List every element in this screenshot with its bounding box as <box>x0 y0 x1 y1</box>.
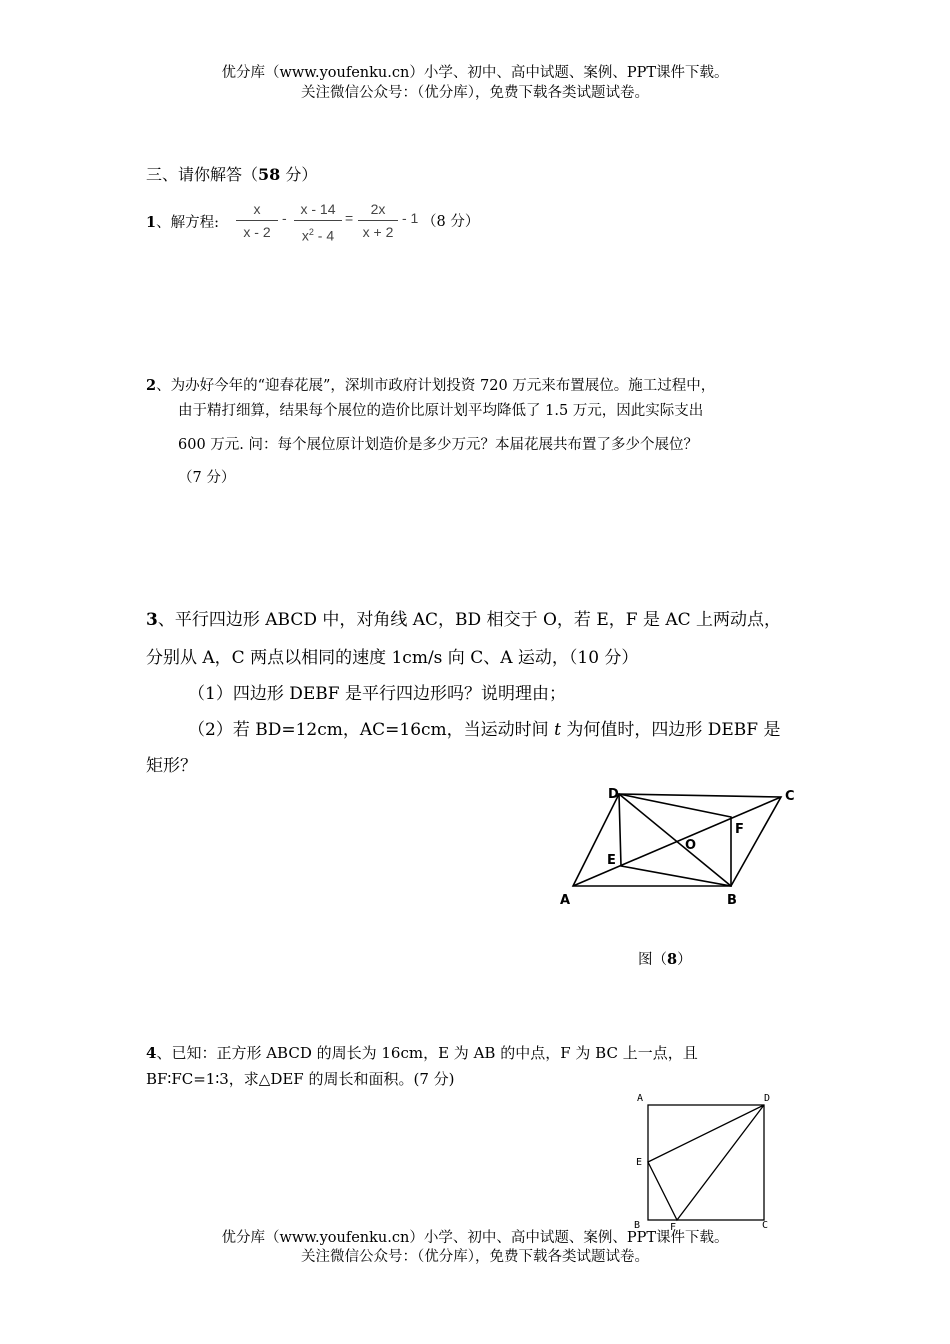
q1-label-text: 、解方程: <box>156 215 219 231</box>
page-footer-line1: 优分库（www.youfenku.cn）小学、初中、高中试题、案例、PPT课件下载。 <box>221 1230 729 1246</box>
q3-line-end: 矩形？ <box>146 756 197 776</box>
q1-fraction-2 <box>294 200 342 245</box>
q3-part1: （1）四边形 DEBF 是平行四边形吗？说明理由； <box>188 684 566 704</box>
q1-frac2-numerator: x - 14 <box>300 201 336 217</box>
q2-line1 <box>146 374 715 395</box>
page-header-line1: 优分库（www.youfenku.cn）小学、初中、高中试题、案例、PPT课件下载。 <box>221 65 729 81</box>
q2-line1-text: 、为办好今年的“迎春花展”，深圳市政府计划投资 720 万元来布置展位。施工过程中， <box>156 378 716 394</box>
q1-number: 1 <box>146 214 157 231</box>
fig8-label-d: D <box>608 787 619 802</box>
q2-line2: 由于精打细算，结果每个展位的造价比原计划平均降低了 1.5 万元，因此实际支出 <box>178 403 704 419</box>
q3-line1 <box>146 605 781 630</box>
section-title-prefix: 三、请你解答（ <box>146 165 259 184</box>
fig-square-label-c: C <box>762 1220 769 1231</box>
q2-line3: 600 万元. 问：每个展位原计划造价是多少万元？本届花展共布置了多少个展位？ <box>178 437 699 453</box>
q1-frac2-den-exponent: 2 <box>308 227 314 237</box>
q1-label <box>146 211 219 232</box>
q1-frac3-denominator: x + 2 <box>362 224 394 240</box>
q1-frac1-denominator: x - 2 <box>243 224 271 240</box>
square-abcd <box>648 1105 764 1220</box>
fig-square-label-a: A <box>637 1093 644 1104</box>
q1-fraction-1 <box>236 200 278 241</box>
q4-number: 4 <box>146 1044 157 1062</box>
fraction-bar <box>236 220 278 221</box>
parallelogram-figure <box>555 780 815 910</box>
q1-frac2-den-rest: - 4 <box>313 227 335 244</box>
fig8-caption-number: 8 <box>667 951 678 968</box>
fig8-caption-prefix: 图（ <box>638 952 667 968</box>
fig8-caption-suffix: ） <box>677 952 692 968</box>
q1-equals-sign: = <box>345 210 354 226</box>
q1-frac2-den-base: x <box>301 227 309 244</box>
section-score: 58 <box>258 165 281 184</box>
q1-minus-sign: - <box>282 210 287 226</box>
q2-line4: （7 分） <box>178 470 236 486</box>
q3-part2 <box>188 715 780 740</box>
q1-tail: - 1 <box>402 210 419 226</box>
fig8-label-c: C <box>785 789 795 804</box>
section-title-suffix: 分） <box>280 165 318 184</box>
fig-square-label-b: B <box>634 1220 641 1231</box>
q3-part2-b: 为何值时，四边形 DEBF 是 <box>560 720 781 740</box>
fig8-label-b: B <box>727 893 737 908</box>
fig8-label-o: O <box>685 838 697 853</box>
section-title <box>146 162 317 185</box>
q3-part2-t: t <box>554 720 561 740</box>
fig8-label-a: A <box>560 893 571 908</box>
figure-8-caption <box>638 948 692 969</box>
fig-square-label-d: D <box>764 1093 771 1104</box>
fig8-label-e: E <box>607 853 616 868</box>
q1-frac1-numerator: x <box>253 201 261 217</box>
fraction-bar <box>358 220 398 221</box>
square-figure <box>630 1088 780 1238</box>
fig-square-label-e: E <box>636 1157 643 1168</box>
diagonal-bd <box>619 794 731 886</box>
q1-frac2-denominator <box>294 223 342 245</box>
q4-line2: BF∶FC=1∶3，求△DEF 的周长和面积。(7 分) <box>146 1070 455 1088</box>
page-header-line2: 关注微信公众号：（优分库），免费下载各类试题试卷。 <box>301 85 649 101</box>
q2-number: 2 <box>146 377 157 394</box>
q3-part2-a: （2）若 BD=12cm，AC=16cm，当运动时间 <box>188 720 555 740</box>
q3-number: 3 <box>146 610 158 630</box>
q3-line2: 分别从 A，C 两点以相同的速度 1cm/s 向 C、A 运动，（10 分） <box>146 648 639 668</box>
q1-score: （8 分） <box>422 214 480 230</box>
fraction-bar <box>294 220 342 221</box>
q4-line1-text: 、已知：正方形 ABCD 的周长为 16cm，E 为 AB 的中点，F 为 BC 上一点，且 <box>156 1044 698 1062</box>
triangle-def <box>648 1105 764 1220</box>
fig-square-label-f: F <box>670 1222 677 1233</box>
q4-line1 <box>146 1042 698 1063</box>
q1-frac3-numerator: 2x <box>370 201 386 217</box>
q1-fraction-3 <box>358 200 398 241</box>
page-footer-line2: 关注微信公众号：（优分库），免费下载各类试题试卷。 <box>301 1249 649 1265</box>
q3-line1-text: 、平行四边形 ABCD 中，对角线 AC，BD 相交于 O，若 E，F 是 AC 上两动点， <box>157 610 782 630</box>
fig8-label-f: F <box>735 822 744 837</box>
